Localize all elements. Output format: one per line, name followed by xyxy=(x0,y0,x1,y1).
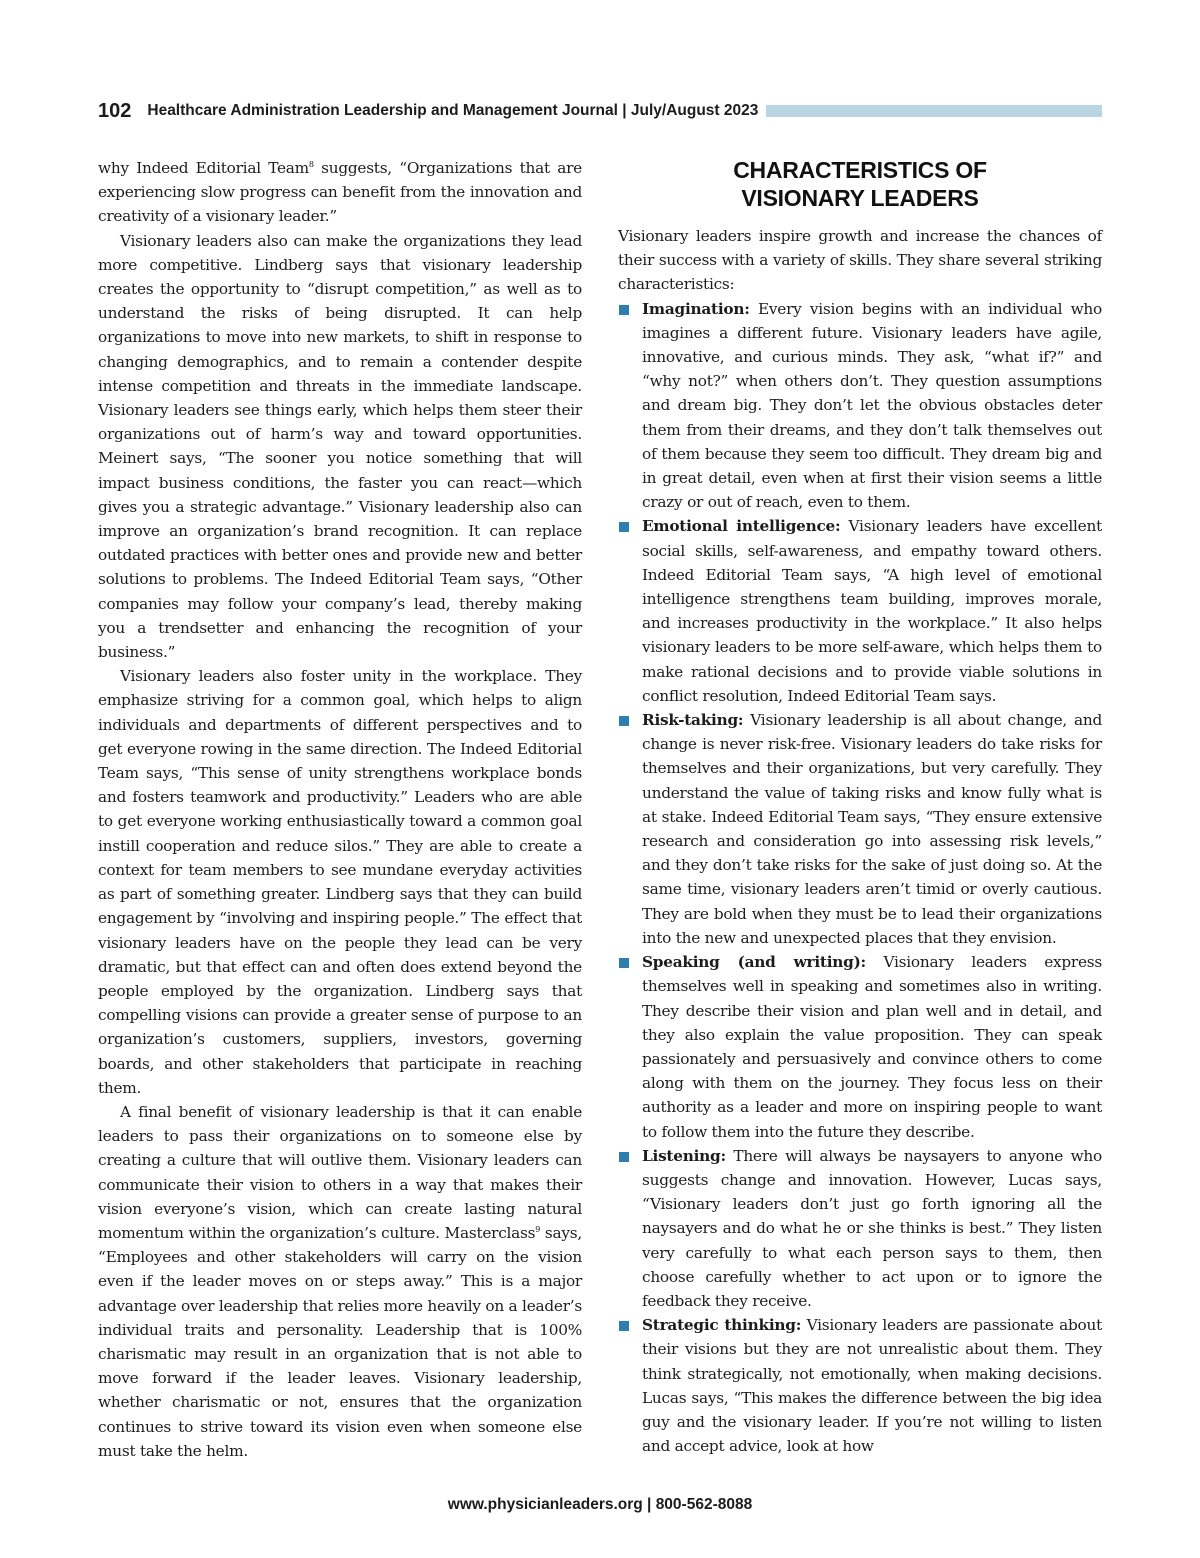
list-item: Imagination: Every vision begins with an individual who imagines a different future. Visionary leaders have agile, innovative, and curious minds. They ask, “what if?” and “why not?” when others don’t. They question assumptions and dream big. They don’t let the obvious obstacles deter them from their dreams, and they don’t talk themselves out of them because they seem too difficult. They dream big and in great detail, even when at first their vision seems a little crazy or out of reach, even to them. xyxy=(618,297,1102,515)
paragraph-1: why Indeed Editorial Team$^8$ suggests, “Organizations that are experiencing slow progress can benefit from the innovation and creativity of a visionary leader.” xyxy=(98,159,582,226)
list-item: Listening: There will always be naysayers to anyone who suggests change and innovation. However, Lucas says, “Visionary leaders don’t just go forth ignoring all the naysayers and do what he or she thinks is best.” They listen very carefully to what each person says to them, then choose carefully whether to act upon or to ignore the feedback they receive. xyxy=(618,1144,1102,1313)
paragraph-2: Visionary leaders also can make the organizations they lead more competitive. Lindberg says that visionary leadership creates the opportunity to “disrupt competition,” as well as to understand the risks of being disrupted. It can help organizations to move into new markets, to shift in response to changing demographics, and to remain a contender despite intense competition and threats in the immediate landscape. Visionary leaders see things early, which helps them steer their organizations out of harm’s way and toward opportunities. Meinert says, “The sooner you notice something that will impact business conditions, the faster you can react—which gives you a strategic advantage.” Visionary leadership also can improve an organization’s brand recognition. It can replace outdated practices with better ones and provide new and better solutions to problems. The Indeed Editorial Team says, “Other companies may follow your company’s lead, thereby making you a trendsetter and enhancing the recognition of your business.” xyxy=(98,231,582,662)
page-number: 102 xyxy=(98,99,132,122)
left-column xyxy=(98,156,582,1463)
square-bullet-icon xyxy=(619,1152,629,1162)
list-item: Speaking (and writing): Visionary leaders express themselves well in speaking and sometimes also in writing. They describe their vision and plan well and in detail, and they also explain the value proposition. They can speak passionately and persuasively and convince others to come along with them on the journey. They focus less on their authority as a leader and more on inspiring people to want to follow them into the future they describe. xyxy=(618,950,1102,1144)
journal-title: Healthcare Administration Leadership and Management Journal | July/August 2023 xyxy=(147,102,759,119)
right-column xyxy=(618,156,1102,1458)
square-bullet-icon xyxy=(619,958,629,968)
paragraph-3: Visionary leaders also foster unity in the workplace. They emphasize striving for a common goal, which helps to align individuals and departments of different perspectives and to get everyone rowing in the same direction. The Indeed Editorial Team says, “This sense of unity strengthens workplace bonds and fosters teamwork and productivity.” Leaders who are able to get everyone working enthusiastically toward a common goal instill cooperation and reduce silos.” They are able to create a context for team members to see mundane everyday activities as part of something greater. Lindberg says that they can build engagement by “involving and inspiring people.” The effect that visionary leaders have on the people they lead can be very dramatic, but that effect can and often does extend beyond the people employed by the organization. Lindberg says that compelling visions can provide a greater sense of purpose to an organization’s customers, suppliers, investors, governing boards, and other stakeholders that participate in reaching them. xyxy=(98,667,582,1097)
running-header xyxy=(98,98,1102,124)
square-bullet-icon xyxy=(619,716,629,726)
list-item: Emotional intelligence: Visionary leaders have excellent social skills, self-awareness, and empathy toward others. Indeed Editorial Team says, “A high level of emotional intelligence strengthens team building, improves morale, and increases productivity in the workplace.” It also helps visionary leaders to be more self-aware, which helps them to make rational decisions and to provide viable solutions in conflict resolution, Indeed Editorial Team says. xyxy=(618,514,1102,708)
intro-paragraph: Visionary leaders inspire growth and increase the chances of their success with a variety of skills. They share several striking characteristics: xyxy=(618,227,1102,294)
section-heading: CHARACTERISTICS OF VISIONARY LEADERS xyxy=(733,157,987,211)
square-bullet-icon xyxy=(619,1321,629,1331)
list-item: Risk-taking: Visionary leadership is all about change, and change is never risk-free. Visionary leaders do take risks for themselves and their organizations, but very carefully. They understand the value of taking risks and know fully what is at stake. Indeed Editorial Team says, “They ensure extensive research and consideration go into assessing risk levels,” and they don’t take risks for the sake of just doing so. At the same time, visionary leaders aren’t timid or overly cautious. They are bold when they must be to lead their organizations into the new and unexpected places that they envision. xyxy=(618,708,1102,950)
header-accent-bar xyxy=(766,105,1102,117)
paragraph-4: A final benefit of visionary leadership is that it can enable leaders to pass their organizations on to someone else by creating a culture that will outlive them. Visionary leaders can communicate their vision to others in a way that makes their vision everyone’s vision, which can create lasting natural momentum within the organization’s culture. Masterclass$^9$ says, “Employees and other stakeholders will carry on the vision even if the leader moves on or steps away.” This is a major advantage over leadership that relies more heavily on a leader’s individual traits and personality. Leadership that is 100% charismatic may result in an organization that is not able to move forward if the leader leaves. Visionary leadership, whether charismatic or not, ensures that the organization continues to strive toward its vision even when someone else must take the helm. xyxy=(98,1102,583,1460)
square-bullet-icon xyxy=(619,305,629,315)
characteristics-list xyxy=(618,297,1102,1459)
page-footer: www.physicianleaders.org | 800-562-8088 xyxy=(447,1496,753,1513)
square-bullet-icon xyxy=(619,522,629,532)
list-item: Strategic thinking: Visionary leaders are passionate about their visions but they are not unrealistic about them. They think strategically, not emotionally, when making decisions. Lucas says, “This makes the difference between the big idea guy and the visionary leader. If you’re not willing to listen and accept advice, look at how xyxy=(618,1313,1102,1458)
